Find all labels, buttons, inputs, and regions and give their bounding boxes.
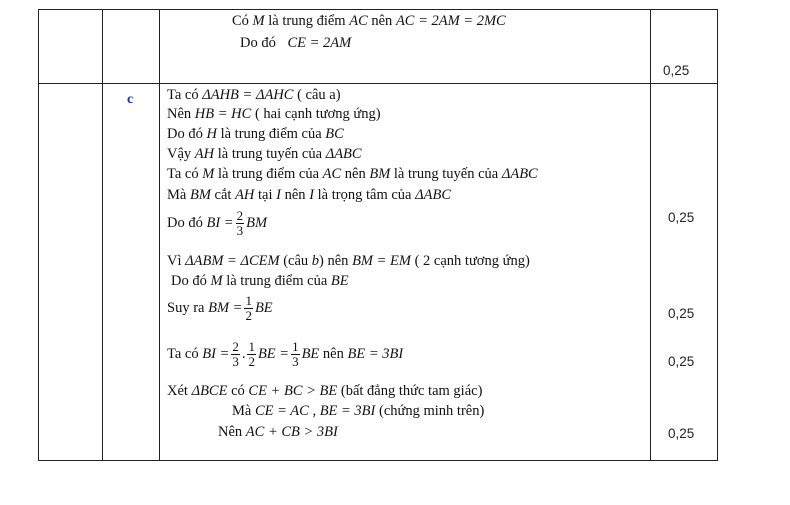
fraction <box>247 340 256 368</box>
text-fragment: là trung tuyến của <box>214 146 326 162</box>
text-fragment: ( câu a) <box>293 87 341 103</box>
text-fragment: Do đó <box>167 214 207 231</box>
math-equation: ΔAHB = ΔAHC <box>202 87 294 103</box>
math-var: ΔABC <box>501 166 538 182</box>
math-equation: BE = 3BI <box>347 345 404 362</box>
fraction-numerator: 1 <box>248 339 255 354</box>
math-var: b <box>311 253 320 269</box>
text-fragment: Mà <box>167 187 190 203</box>
math-equation: BM = EM <box>352 253 411 269</box>
math-var: AH <box>235 187 255 203</box>
math-var: BE <box>301 345 320 362</box>
text-fragment: là trung điểm của <box>216 126 326 142</box>
row2-score-2: 0,25 <box>668 306 695 321</box>
text-fragment: , <box>308 403 320 419</box>
text-fragment: Xét <box>167 383 192 399</box>
table-border-right <box>717 9 718 461</box>
math-equation: BE = 3BI <box>319 403 376 419</box>
fraction <box>291 340 300 368</box>
text-fragment: (chứng minh trên) <box>375 403 485 419</box>
text-fragment: Mà <box>232 403 255 419</box>
row2-line10 <box>167 294 273 322</box>
text-fragment: Có <box>232 13 253 29</box>
math-var: ΔABC <box>415 187 451 203</box>
fraction-numerator: 2 <box>236 208 244 223</box>
text-fragment: Vì <box>167 253 186 269</box>
text-fragment: Do đó <box>167 126 207 142</box>
math-var: I <box>309 187 315 203</box>
math-var: ΔABC <box>325 146 362 162</box>
text-fragment: có <box>227 383 249 399</box>
math-var: BM <box>189 187 211 203</box>
table-border-left <box>38 9 39 461</box>
math-var: BM <box>246 214 268 231</box>
part-label-c: c <box>127 92 134 107</box>
row2-line9 <box>171 274 349 289</box>
text-fragment: nên <box>281 187 310 203</box>
math-equation: AC = 2AM = 2MC <box>395 13 506 29</box>
text-fragment: Ta có <box>167 166 203 182</box>
text-fragment: ( 2 cạnh tương ứng) <box>410 253 530 269</box>
math-var: AH <box>194 146 215 162</box>
text-fragment: là trọng tâm của <box>314 187 416 203</box>
row2-line2 <box>167 107 381 122</box>
row1-score: 0,25 <box>663 63 690 78</box>
text-fragment: là trung điểm của <box>222 273 331 289</box>
text-fragment: Nên <box>218 424 246 440</box>
text-fragment: nên <box>367 13 396 29</box>
text-fragment: Ta có <box>167 345 203 362</box>
table-divider-col3 <box>650 9 651 461</box>
math-var: BI = <box>206 214 234 231</box>
math-var: BI = <box>202 345 230 362</box>
math-var: H <box>206 126 217 142</box>
text-fragment: Do đó <box>171 273 211 289</box>
row1-line1 <box>232 14 506 29</box>
math-equation: AC + CB > 3BI <box>245 424 338 440</box>
math-var: AC <box>349 13 368 29</box>
text-fragment: nên <box>341 166 370 182</box>
row2-line11 <box>167 340 403 368</box>
multiply-dot: . <box>241 345 246 362</box>
fraction-numerator: 2 <box>232 339 239 354</box>
row2-line3 <box>167 127 344 142</box>
fraction <box>236 209 245 237</box>
row2-line5 <box>167 167 538 182</box>
text-fragment: (câu <box>279 253 312 269</box>
text-fragment: (bất đẳng thức tam giác) <box>337 383 483 399</box>
fraction <box>231 340 240 368</box>
text-fragment: ( hai cạnh tương ứng) <box>251 106 381 122</box>
text-fragment: Ta có <box>167 87 203 103</box>
math-var: M <box>202 166 215 182</box>
text-fragment: ) nên <box>319 253 353 269</box>
math-var: BM = <box>208 299 243 316</box>
text-fragment: nên <box>319 345 348 362</box>
row2-line12 <box>167 384 482 399</box>
math-var: AC <box>322 166 342 182</box>
fraction-denominator: 3 <box>236 222 244 238</box>
row2-line4 <box>167 147 362 162</box>
math-var: M <box>210 273 223 289</box>
fraction-denominator: 2 <box>248 353 255 369</box>
row2-line13 <box>232 404 484 419</box>
math-var: ΔBCE <box>191 383 228 399</box>
text-fragment: là trung điểm <box>264 13 350 29</box>
math-equation: CE = 2AM <box>287 35 352 51</box>
row1-line2 <box>240 36 351 51</box>
table-divider-col1 <box>102 9 103 461</box>
row2-line1 <box>167 88 341 103</box>
fraction-numerator: 1 <box>292 339 299 354</box>
row2-line6 <box>167 188 451 203</box>
text-fragment: Suy ra <box>167 299 209 316</box>
math-var: BE = <box>257 345 290 362</box>
text-fragment: là trung điểm của <box>214 166 323 182</box>
row2-score-4: 0,25 <box>668 426 695 441</box>
math-equation: ΔABM = ΔCEM <box>185 253 280 269</box>
fraction-denominator: 2 <box>245 307 252 323</box>
math-var: BE <box>330 273 349 289</box>
row2-line8 <box>167 254 530 269</box>
fraction <box>244 294 253 322</box>
table-border-top <box>38 9 718 10</box>
fraction-numerator: 1 <box>245 293 252 308</box>
text-fragment: Do đó <box>240 35 280 51</box>
row2-line14 <box>218 425 338 440</box>
table-row-divider <box>38 83 718 84</box>
fraction-denominator: 3 <box>232 353 239 369</box>
math-var: M <box>252 13 265 29</box>
row2-score-1: 0,25 <box>668 210 695 225</box>
math-equation: CE = AC <box>254 403 309 419</box>
text-fragment: Vậy <box>167 146 195 162</box>
math-equation: CE + BC > BE <box>248 383 338 399</box>
math-var: I <box>276 187 281 203</box>
math-var: BE <box>254 299 273 316</box>
table-divider-col2 <box>159 9 160 461</box>
table-border-bottom <box>38 460 718 461</box>
row2-line7 <box>167 209 267 237</box>
text-fragment: Nên <box>167 106 195 122</box>
math-var: BC <box>325 126 344 142</box>
text-fragment: là trung tuyến của <box>390 166 502 182</box>
math-var: BM <box>369 166 391 182</box>
text-fragment: cắt <box>210 187 236 203</box>
row2-score-3: 0,25 <box>668 354 695 369</box>
text-fragment: tại <box>254 187 277 203</box>
fraction-denominator: 3 <box>292 353 299 369</box>
math-equation: HB = HC <box>194 106 252 122</box>
